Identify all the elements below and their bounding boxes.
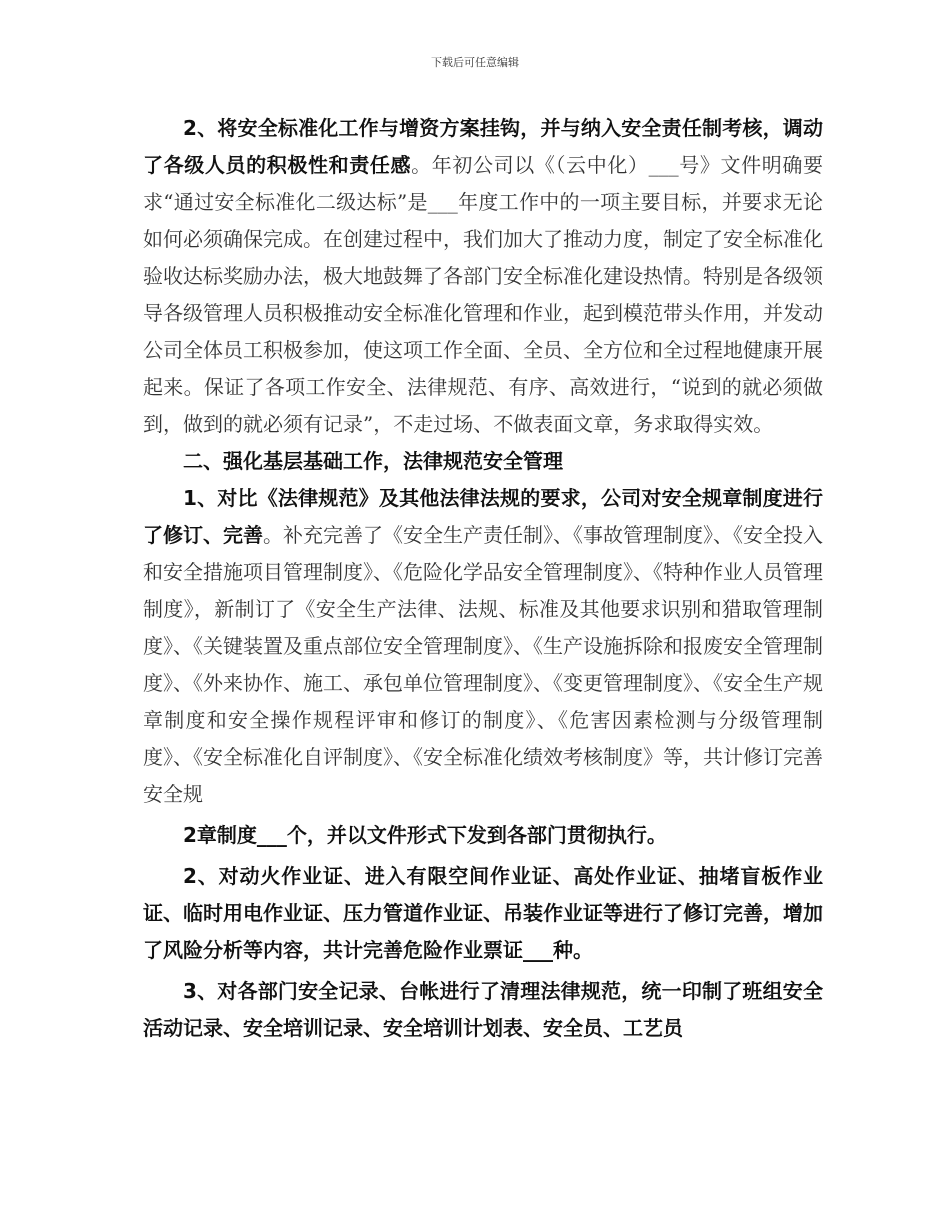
paragraph-lead-bold: 2、将安全标准化工作与增资方案挂钩，并与纳入安全责任制考核，调动了各级人员的积极性和责任感 bbox=[143, 116, 823, 177]
document-body bbox=[143, 110, 823, 1047]
paragraph-body: 。年初公司以《（云中化）___号》文件明确要求“通过安全标准化二级达标”是___年度工作中的一项主要目标，并要求无论如何必须确保完成。在创建过程中，我们加大了推动力度，制定了安全标准化验收达标奖励办法，极大地鼓舞了各部门安全标准化建设热情。特别是各级领导各级管理人员积极推动安全标准化管理和作业，起到模范带头作用，并发动公司全体员工积极参加，使这项工作全面、全员、全方位和全过程地健康开展起来。保证了各项工作安全、法律规范、有序、高效进行，“说到的就必须做到，做到的就必须有记录”，不走过场、不做表面文章，务求取得实效。 bbox=[143, 153, 823, 436]
paragraph-safety-records: 3、对各部门安全记录、台帐进行了清理法律规范，统一印制了班组安全活动记录、安全培训记录、安全培训计划表、安全员、工艺员 bbox=[143, 979, 823, 1040]
paragraph-work-permits: 2、对动火作业证、进入有限空间作业证、高处作业证、抽堵盲板作业证、临时用电作业证、压力管道作业证、吊装作业证等进行了修订完善，增加了风险分析等内容，共计完善危险作业票证___种。 bbox=[143, 864, 823, 962]
section-heading-2: 二、强化基层基础工作，法律规范安全管理 bbox=[183, 449, 563, 473]
paragraph-regulations-revision bbox=[143, 480, 823, 813]
paragraph-body: 。补充完善了《安全生产责任制》、《事故管理制度》、《安全投入和安全措施项目管理制度》、《危险化学品安全管理制度》、《特种作业人员管理制度》，新制订了《安全生产法律、法规、标准及其他要求识别和猎取管理制度》、《关键装置及重点部位安全管理制度》、《生产设施拆除和报废安全管理制度》、《外来协作、施工、承包单位管理制度》、《变更管理制度》、《安全生产规章制度和安全操作规程评审和修订的制度》、《危害因素检测与分级管理制度》、《安全标准化自评制度》、《安全标准化绩效考核制度》等，共计修订完善安全规 bbox=[143, 523, 823, 806]
paragraph-lead-bold: 1、对比《法律规范》及其他法律法规的要求，公司对安全规章制度进行了修订、完善 bbox=[143, 486, 823, 547]
paragraph-regulations-count: 2章制度___个，并以文件形式下发到各部门贯彻执行。 bbox=[183, 823, 667, 847]
paragraph-standardization-assessment bbox=[143, 110, 823, 443]
page-header-note: 下载后可任意编辑 bbox=[431, 56, 519, 69]
